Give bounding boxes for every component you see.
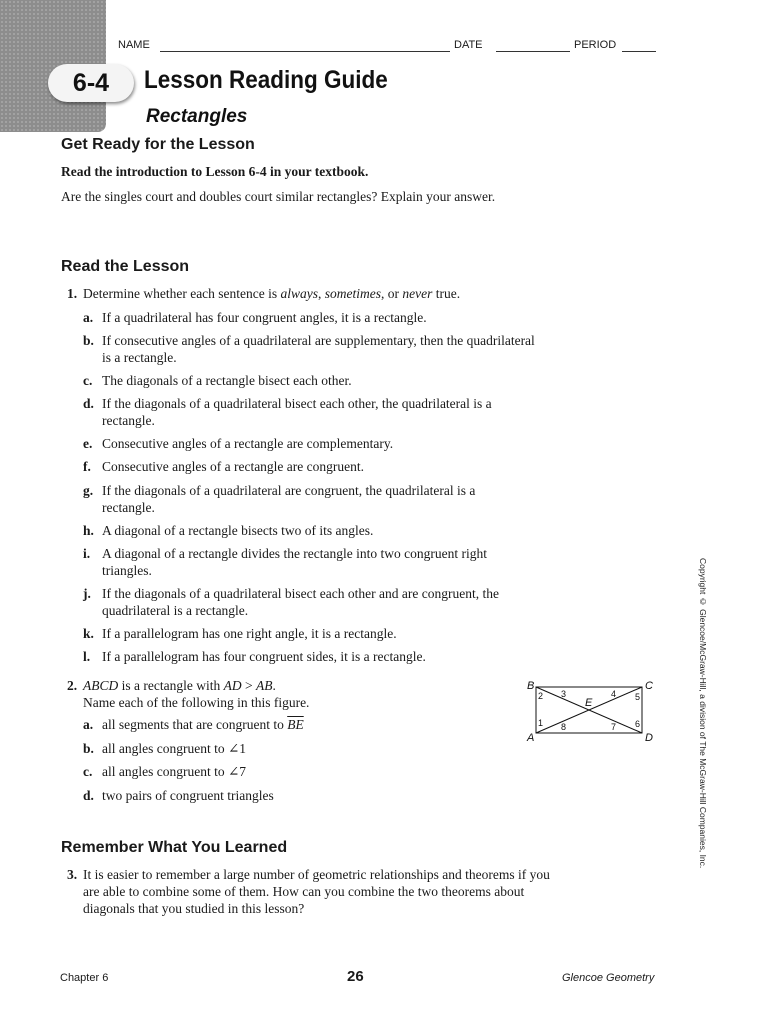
page-subtitle: Rectangles: [146, 106, 248, 127]
angle-label-7: 7: [611, 722, 617, 732]
item-text: If the diagonals of a quadrilateral are congruent, the quadrilateral is a: [102, 483, 476, 498]
footer-chapter: Chapter 6: [60, 972, 109, 984]
item-label: c.: [83, 764, 93, 779]
angle-label-3: 3: [561, 689, 567, 699]
copyright-notice: Copyright © Glencoe/McGraw-Hill, a division of The McGraw-Hill Companies, Inc.: [698, 558, 708, 869]
section-heading-remember: Remember What You Learned: [61, 839, 288, 856]
prompt-sep: ,: [318, 286, 325, 301]
item-label: e.: [83, 436, 93, 451]
q2-text: >: [241, 678, 256, 693]
item-text-part: all segments that are congruent to: [102, 717, 288, 732]
period-field[interactable]: [622, 51, 656, 52]
segment-ab: AB: [255, 678, 273, 693]
prompt-never: never: [402, 286, 433, 301]
item-label: h.: [83, 523, 94, 538]
prompt-text: Determine whether each sentence is: [83, 286, 281, 301]
item-text: triangles.: [102, 563, 152, 578]
item-text: rectangle.: [102, 500, 155, 515]
item-label: k.: [83, 626, 94, 641]
date-label: DATE: [454, 39, 483, 51]
item-text: A diagonal of a rectangle divides the rectangle into two congruent right: [102, 546, 488, 561]
item-text: two pairs of congruent triangles: [102, 788, 274, 803]
vertex-label-b: B: [527, 680, 535, 692]
item-label: i.: [83, 546, 91, 561]
item-text: Consecutive angles of a rectangle are congruent.: [102, 459, 365, 474]
item-text: A diagonal of a rectangle bisects two of its angles.: [102, 523, 374, 538]
item-label: a.: [83, 717, 94, 732]
item-label: b.: [83, 333, 94, 348]
angle-label-2: 2: [538, 691, 544, 701]
question-2-line-2: Name each of the following in this figure.: [83, 695, 310, 710]
angle-label-8: 8: [561, 722, 567, 732]
item-label: d.: [83, 788, 94, 803]
item-text: If a quadrilateral has four congruent angles, it is a rectangle.: [102, 310, 427, 325]
footer-book-title: Glencoe Geometry: [562, 972, 655, 984]
item-text: If consecutive angles of a quadrilateral are supplementary, then the quadrilateral: [102, 333, 535, 348]
q2-text: .: [272, 678, 276, 693]
item-text: all angles congruent to ∠7: [102, 764, 247, 779]
item-text: If a parallelogram has one right angle, it is a rectangle.: [102, 626, 397, 641]
prompt-sep: , or: [381, 286, 403, 301]
item-label: d.: [83, 396, 94, 411]
item-label: c.: [83, 373, 93, 388]
period-label: PERIOD: [574, 39, 617, 51]
item-text: all angles congruent to ∠1: [102, 741, 247, 756]
angle-label-6: 6: [635, 719, 641, 729]
angle-label-5: 5: [635, 692, 641, 702]
item-label: l.: [83, 649, 91, 664]
prompt-sometimes: sometimes: [324, 286, 382, 301]
prompt-text: true.: [432, 286, 461, 301]
segment-be: $\overline{BE}$: [287, 717, 304, 732]
question-3-line: diagonals that you studied in this lesson?: [83, 901, 305, 916]
question-1-prompt: [83, 285, 460, 302]
get-ready-instruction: Read the introduction to Lesson 6-4 in your textbook.: [61, 164, 369, 179]
q2-text: is a rectangle with: [118, 678, 224, 693]
name-label: NAME: [118, 39, 150, 51]
date-field[interactable]: [496, 51, 570, 52]
question-3-line: It is easier to remember a large number of geometric relationships and theorems if you: [83, 867, 550, 882]
rect-name: ABCD: [83, 678, 119, 693]
vertex-label-a: A: [527, 732, 535, 744]
item-text: Consecutive angles of a rectangle are complementary.: [102, 436, 394, 451]
item-label: f.: [83, 459, 91, 474]
question-2-line-1: [83, 677, 276, 694]
lesson-number: 6-4: [72, 69, 110, 97]
vertex-label-d: D: [645, 732, 653, 744]
get-ready-question: Are the singles court and doubles court similar rectangles? Explain your answer.: [61, 189, 496, 204]
rectangle-figure: [526, 679, 656, 745]
question-number: 3.: [67, 867, 78, 882]
angle-label-1: 1: [538, 718, 544, 728]
item-text: If the diagonals of a quadrilateral bisect each other and are congruent, the: [102, 586, 499, 601]
name-field[interactable]: [160, 51, 450, 52]
section-heading-read-lesson: Read the Lesson: [61, 258, 190, 275]
section-heading-get-ready: Get Ready for the Lesson: [61, 136, 255, 153]
item-label: a.: [83, 310, 94, 325]
footer-page-number: 26: [347, 968, 364, 985]
vertex-label-e: E: [585, 697, 593, 709]
segment-ad: AD: [223, 678, 242, 693]
question-number: 2.: [67, 678, 78, 693]
header-line: [118, 39, 658, 55]
item-text: quadrilateral is a rectangle.: [102, 603, 249, 618]
item-text: If the diagonals of a quadrilateral bisect each other, the quadrilateral is a: [102, 396, 492, 411]
item-label: j.: [83, 586, 91, 601]
item-text: is a rectangle.: [102, 350, 177, 365]
prompt-always: always: [280, 286, 319, 301]
item-label: g.: [83, 483, 94, 498]
vertex-label-c: C: [645, 680, 653, 692]
question-number: 1.: [67, 286, 78, 301]
item-text: [102, 716, 304, 733]
angle-label-4: 4: [611, 689, 617, 699]
page-title: Lesson Reading Guide: [144, 66, 388, 94]
item-text: If a parallelogram has four congruent sides, it is a rectangle.: [102, 649, 426, 664]
item-text: The diagonals of a rectangle bisect each other.: [102, 373, 352, 388]
question-3-line: are able to combine some of them. How can you combine the two theorems about: [83, 884, 525, 899]
item-label: b.: [83, 741, 94, 756]
item-text: rectangle.: [102, 413, 155, 428]
